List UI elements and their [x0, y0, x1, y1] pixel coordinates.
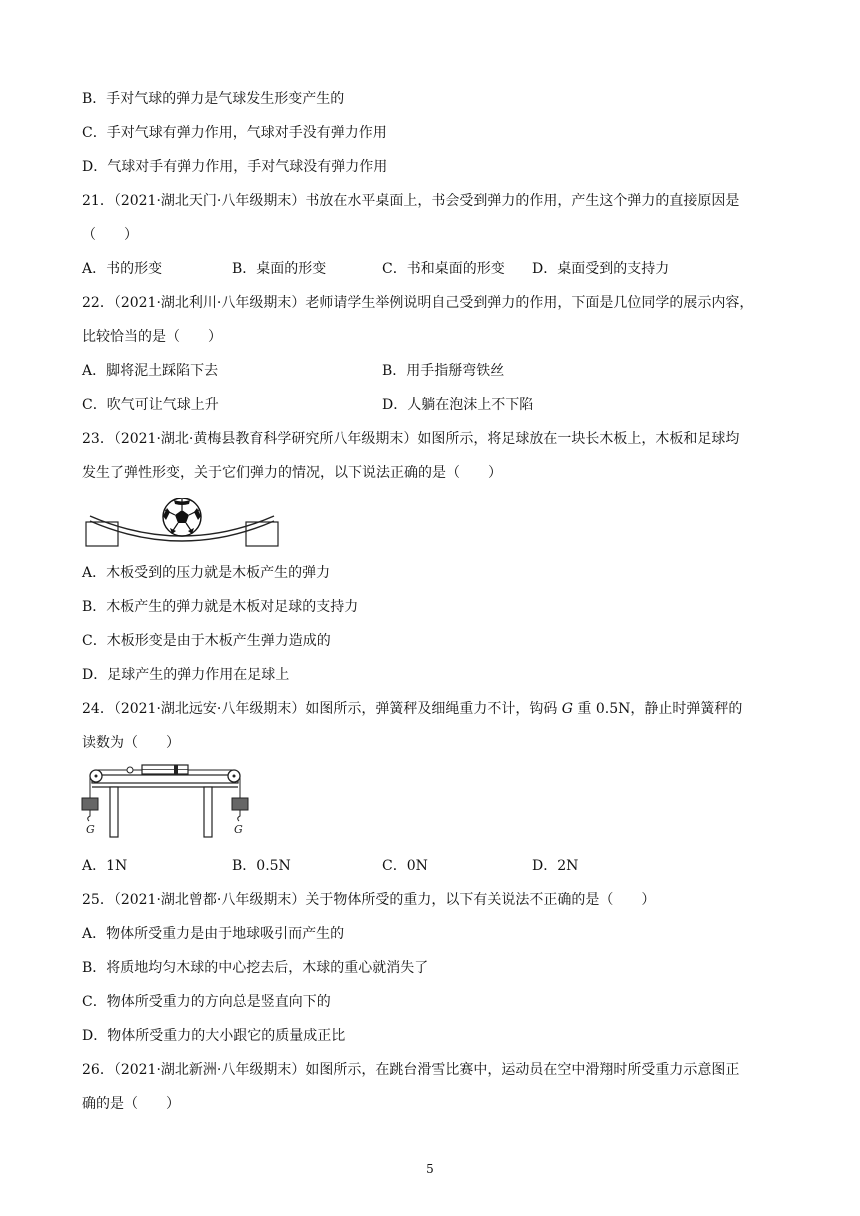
left-weight-icon [82, 798, 98, 810]
option-a: A．脚将泥土踩陷下去 [82, 363, 219, 379]
left-weight-label: G [86, 823, 95, 836]
right-weight-icon [232, 798, 248, 810]
option-c: C．木板形变是由于木板产生弹力造成的 [82, 633, 331, 649]
question-22-stem: 22．（2021·湖北利川·八年级期末）老师请学生举例说明自己受到弹力的作用，下面是几位同学的展示内容， [82, 295, 754, 311]
question-23-stem-cont: 发生了弹性形变，关于它们弹力的情况，以下说法正确的是（ ） [82, 465, 502, 481]
option-c: C．物体所受重力的方向总是竖直向下的 [82, 994, 331, 1010]
table-leg-left [110, 787, 118, 837]
option-line: C．手对气球有弹力作用，气球对手没有弹力作用 [82, 125, 387, 141]
right-weight-label: G [234, 823, 243, 836]
option-a: A．书的形变 [82, 261, 163, 277]
stem-text: 24．（2021·湖北远安·八年级期末）如图所示，弹簧秤及细绳重力不计，钩码 [82, 701, 562, 717]
option-d: D．2N [532, 858, 579, 874]
question-21-stem: 21．（2021·湖北天门·八年级期末）书放在水平桌面上，书会受到弹力的作用，产生这个弹力的直接原因是 [82, 193, 740, 209]
option-d: D．足球产生的弹力作用在足球上 [82, 667, 290, 683]
option-c: C．吹气可让气球上升 [82, 397, 219, 413]
question-24-stem [82, 699, 742, 719]
option-b: B．0.5N [232, 858, 291, 874]
football-icon [163, 498, 201, 536]
question-24-stem-cont: 读数为（ ） [82, 735, 180, 751]
spring-scale-icon [127, 765, 188, 774]
spring-scale-table-figure [76, 762, 256, 844]
question-25-stem: 25．（2021·湖北曾都·八年级期末）关于物体所受的重力，以下有关说法不正确的是（ ） [82, 892, 656, 908]
option-a: A．木板受到的压力就是木板产生的弹力 [82, 565, 331, 581]
option-a: A．1N [82, 858, 128, 874]
option-b: B．木板产生的弹力就是木板对足球的支持力 [82, 599, 359, 615]
option-line: B．手对气球的弹力是气球发生形变产生的 [82, 91, 345, 107]
question-21-stem-cont: （ ） [82, 227, 138, 243]
question-23-stem: 23．（2021·湖北·黄梅县教育科学研究所八年级期末）如图所示，将足球放在一块长木板上，木板和足球均 [82, 431, 740, 447]
page-number: 5 [426, 1162, 434, 1176]
question-26-stem-cont: 确的是（ ） [82, 1096, 180, 1112]
option-d: D．物体所受重力的大小跟它的质量成正比 [82, 1028, 346, 1044]
ball-on-board-figure [84, 498, 280, 550]
table-leg-right [204, 787, 212, 837]
option-d: D．桌面受到的支持力 [532, 261, 670, 277]
option-b: B．用手指掰弯铁丝 [382, 363, 505, 379]
option-a: A．物体所受重力是由于地球吸引而产生的 [82, 926, 345, 942]
question-26-stem: 26．（2021·湖北新洲·八年级期末）如图所示，在跳台滑雪比赛中，运动员在空中滑翔时所受重力示意图正 [82, 1062, 740, 1078]
option-c: C．0N [382, 858, 428, 874]
stem-variable: G [561, 701, 573, 717]
table-top [92, 775, 238, 783]
option-b: B．将质地均匀木球的中心挖去后，木球的重心就消失了 [82, 960, 429, 976]
question-22-stem-cont: 比较恰当的是（ ） [82, 329, 222, 345]
stem-text: 重 0.5N，静止时弹簧秤的 [572, 701, 743, 717]
option-c: C．书和桌面的形变 [382, 261, 505, 277]
option-b: B．桌面的形变 [232, 261, 327, 277]
option-line: D．气球对手有弹力作用，手对气球没有弹力作用 [82, 159, 388, 175]
option-d: D．人躺在泡沫上不下陷 [382, 397, 534, 413]
